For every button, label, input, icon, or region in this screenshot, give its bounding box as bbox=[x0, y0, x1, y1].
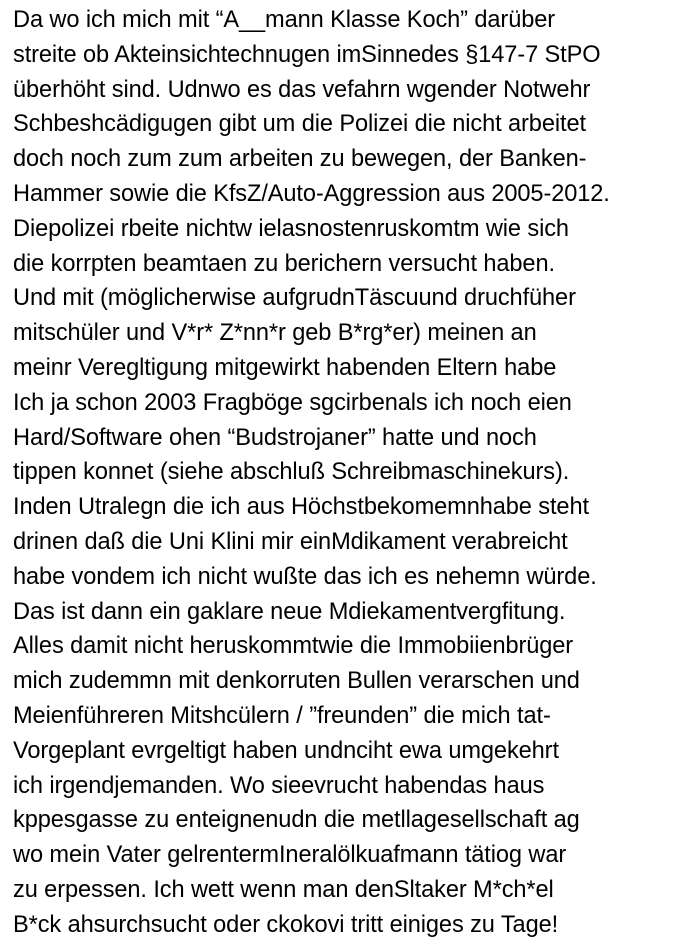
text-line: meinr Veregltigung mitgewirkt habenden Eltern habe bbox=[13, 354, 557, 381]
text-line: Das ist dann ein gaklare neue Mdiekamentvergfitung. bbox=[13, 598, 566, 625]
text-line: doch noch zum zum arbeiten zu bewegen, der Banken- bbox=[13, 146, 587, 173]
text-line: mich zudemmn mit denkorruten Bullen verarschen und bbox=[13, 668, 580, 695]
text-line: zu erpessen. Ich wett wenn man denSltaker M*ch*el bbox=[13, 876, 554, 903]
document-text bbox=[13, 3, 681, 943]
text-line: Alles damit nicht heruskommtwie die Immobiienbrüger bbox=[13, 633, 574, 660]
text-line: streite ob Akteinsichtechnugen imSinnedes §147-7 StPO bbox=[13, 41, 601, 68]
text-line: habe vondem ich nicht wußte das ich es nehemn würde. bbox=[13, 563, 597, 590]
text-line: Meienführeren Mitshcülern / ”freunden” die mich tat- bbox=[13, 702, 551, 729]
text-line: Und mit (möglicherwise aufgrudnTäscuund druchfüher bbox=[13, 285, 576, 312]
text-line: Hard/Software ohen “Budstrojaner” hatte und noch bbox=[13, 424, 537, 451]
text-line: überhöht sind. Udnwo es das vefahrn wgender Notwehr bbox=[13, 76, 591, 103]
text-line: wo mein Vater gelrentermIneralölkuafmann tätiog war bbox=[13, 842, 567, 869]
text-line: Da wo ich mich mit “A__mann Klasse Koch” darüber bbox=[13, 7, 556, 33]
text-line: Vorgeplant evrgeltigt haben undnciht ewa umgekehrt bbox=[13, 737, 559, 764]
text-line: Ich ja schon 2003 Fragböge sgcirbenals ich noch eien bbox=[13, 389, 572, 416]
text-line: Hammer sowie die KfsZ/Auto-Aggression aus 2005-2012. bbox=[13, 180, 610, 207]
text-line: Schbeshcädigugen gibt um die Polizei die nicht arbeitet bbox=[13, 111, 586, 138]
text-line: die korrpten beamtaen zu berichern versucht haben. bbox=[13, 250, 555, 277]
text-line: Diepolizei rbeite nichtw ielasnostenruskomtm wie sich bbox=[13, 215, 569, 242]
text-line: kppesgasse zu enteignenudn die metllagesellschaft ag bbox=[13, 807, 580, 834]
text-line: tippen konnet (siehe abschluß Schreibmaschinekurs). bbox=[13, 459, 570, 486]
text-line: drinen daß die Uni Klini mir einMdikament verabreicht bbox=[13, 528, 568, 555]
text-line: Inden Utralegn die ich aus Höchstbekomemnhabe steht bbox=[13, 494, 589, 521]
text-line: mitschüler und V*r* Z*nn*r geb B*rg*er) meinen an bbox=[13, 320, 537, 347]
text-line: ich irgendjemanden. Wo sieevrucht habendas haus bbox=[13, 772, 545, 799]
text-line: B*ck ahsurchsucht oder ckokovi tritt einiges zu Tage! bbox=[13, 911, 559, 938]
